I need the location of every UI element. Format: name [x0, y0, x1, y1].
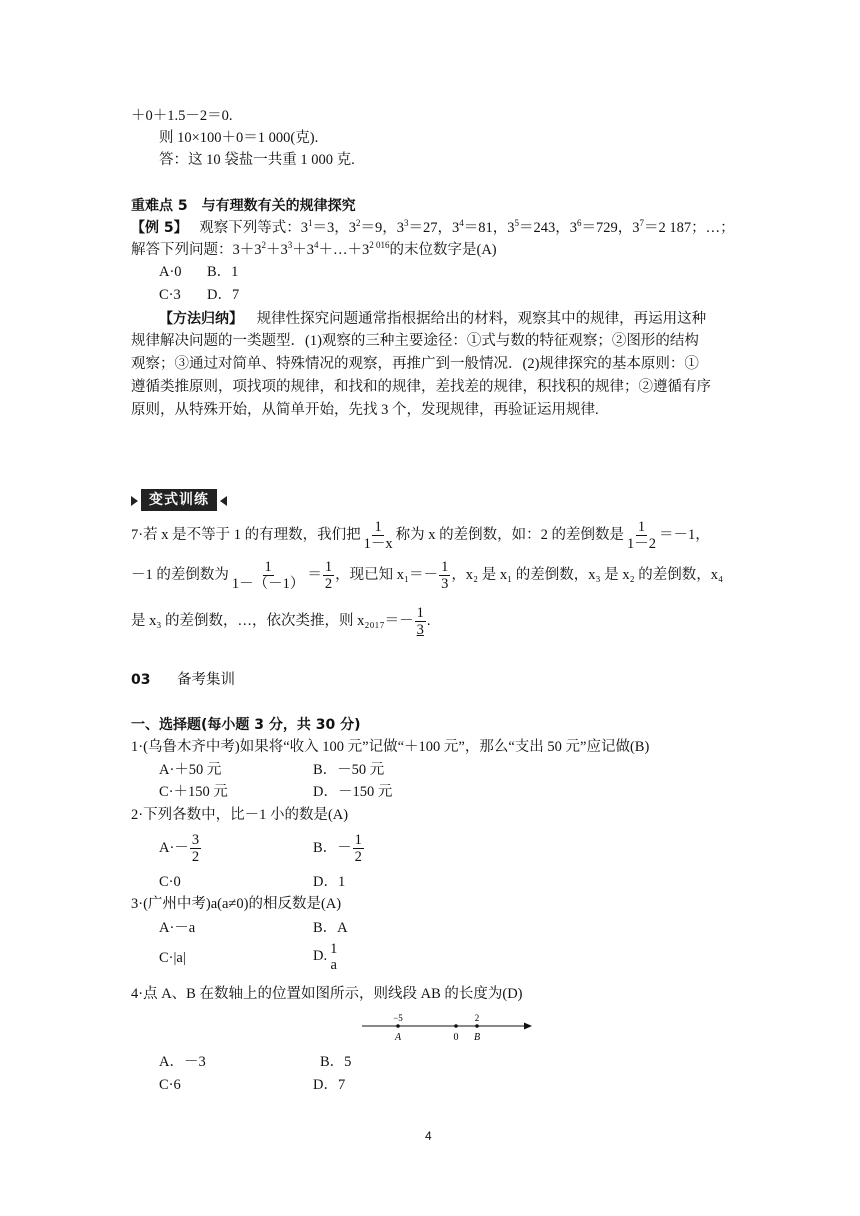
point-b-dot	[475, 1024, 479, 1028]
arrow-icon	[524, 1023, 532, 1030]
fraction: $\frac{1}{2}$	[324, 559, 333, 593]
text-line: ＋0＋1.5－2＝0.	[131, 108, 233, 124]
text-line: 则 10×100＋0＝1 000(克).	[159, 130, 319, 146]
point-label: A	[394, 1032, 402, 1043]
fraction: $\frac{1}{1-x}$	[363, 519, 393, 553]
fraction: $\frac{1}{3}$	[441, 559, 449, 593]
section-heading: 重难点 5 与有理数有关的规律探究	[131, 198, 356, 214]
play-right-icon	[131, 496, 138, 506]
q1-option-c: C·＋150 元	[159, 784, 228, 800]
question-1: 1·(乌鲁木齐中考)如果将“收入 100 元”记做“＋100 元”，那么“支出 50 元”应记做(B)	[131, 739, 650, 755]
q1-option-d: D．－150 元	[313, 784, 393, 800]
page-number: 4	[425, 1129, 432, 1143]
question-2: 2·下列各数中，比－1 小的数是(A)	[131, 807, 349, 823]
q4-option-b: B．5	[320, 1054, 352, 1070]
q3-option-c: C·|a|	[159, 950, 186, 966]
q2-option-a: A·－ $\frac{3}{2}$	[159, 832, 200, 866]
option-d: D．7	[207, 287, 240, 303]
q7-line1: 7·若 x 是不等于 1 的有理数，我们把 $\frac{1}{1-x}$ 称为 x 的差倒数，如：2 的差倒数是 $\frac{1}{1-2}$ ＝－1，	[131, 519, 710, 553]
q3-option-a: A·－a	[159, 920, 196, 936]
q2-option-d: D．1	[313, 874, 346, 890]
example-question: 解答下列问题：$3+3^2+3^3+3^4+\dots+3^{2 016}$的末位数字是(A)	[131, 240, 497, 258]
method-label: 【方法归纳】	[159, 311, 243, 327]
option-a: A·0	[159, 264, 182, 280]
method-line: 规律解决问题的一类题型．(1)观察的三种主要途径：①式与数的特征观察；②图形的结构	[131, 333, 699, 349]
tick-label: 2	[474, 1013, 480, 1023]
q4-option-c: C·6	[159, 1077, 181, 1093]
example-label: 【例 5】	[131, 220, 188, 236]
answer-fraction: $\frac{1}{3}$	[416, 605, 424, 639]
q7-line3: 是 x₃ 的差倒数，…，依次类推，则 x₂₀₁₇＝－ $\frac{1}{3}$ .	[131, 605, 431, 639]
method-line: 原则，从特殊开始，从简单开始，先找 3 个，发现规律，再验证运用规律.	[131, 402, 599, 418]
section-number: 03	[131, 672, 151, 688]
example-line: 【例 5】 观察下列等式：$3^1=3$，$3^2=9$，$3^3=27$，$3^4=81$，$3^5=243$，$3^6=729$，$3^7=2$ 187；…；	[131, 218, 735, 236]
question-4: 4·点 A、B 在数轴上的位置如图所示，则线段 AB 的长度为(D)	[131, 986, 523, 1002]
method-line: 观察；③通过对简单、特殊情况的观察，再推广到一般情况．(2)规律探究的基本原则：①	[131, 356, 699, 372]
q7-line2: －1 的差倒数为 $\frac{1}{1-(-1)}$ ＝ $\frac{1}{2}$ ，现已知 x₁＝－ $\frac{1}{3}$ ，x₂ 是 x₁ 的差倒数，x₃ 是 x₂ 的差倒数，x₄	[131, 559, 724, 593]
question-3: 3·(广州中考)a(a≠0)的相反数是(A)	[131, 896, 342, 912]
tick-label: −5	[393, 1013, 403, 1023]
method-line: 遵循类推原则，项找项的规律，和找和的规律，差找差的规律，积找积的规律；②遵循有序	[131, 379, 711, 395]
play-left-icon	[220, 496, 227, 506]
number-line-figure	[360, 1010, 535, 1046]
q1-option-b: B．－50 元	[313, 762, 385, 778]
option-c: C·3	[159, 287, 181, 303]
origin-dot	[454, 1024, 458, 1028]
q2-option-b: B．－ $\frac{1}{2}$	[313, 832, 362, 866]
part-heading: 一、选择题(每小题 3 分，共 30 分)	[131, 717, 361, 733]
section-title: 备考集训	[177, 672, 235, 688]
point-label: B	[473, 1032, 481, 1043]
method-line: 【方法归纳】 规律性探究问题通常指根据给出的材料，观察其中的规律，再运用这种	[159, 311, 707, 327]
fraction: $\frac{1}{1-(-1)}$	[231, 559, 305, 593]
q1-option-a: A·＋50 元	[159, 762, 222, 778]
point-label: 0	[453, 1032, 459, 1043]
point-a-dot	[396, 1024, 400, 1028]
q3-option-d: D. 1 a	[313, 940, 338, 973]
fraction: $\frac{1}{1-2}$	[626, 519, 656, 553]
q2-option-c: C·0	[159, 874, 181, 890]
q3-option-b: B．A	[313, 920, 348, 936]
option-b: B．1	[207, 264, 239, 280]
q4-option-a: A．－3	[159, 1054, 206, 1070]
text-line: 答：这 10 袋盐一共重 1 000 克.	[159, 152, 355, 168]
q4-option-d: D．7	[313, 1077, 346, 1093]
variant-badge: 变式训练	[131, 489, 227, 511]
